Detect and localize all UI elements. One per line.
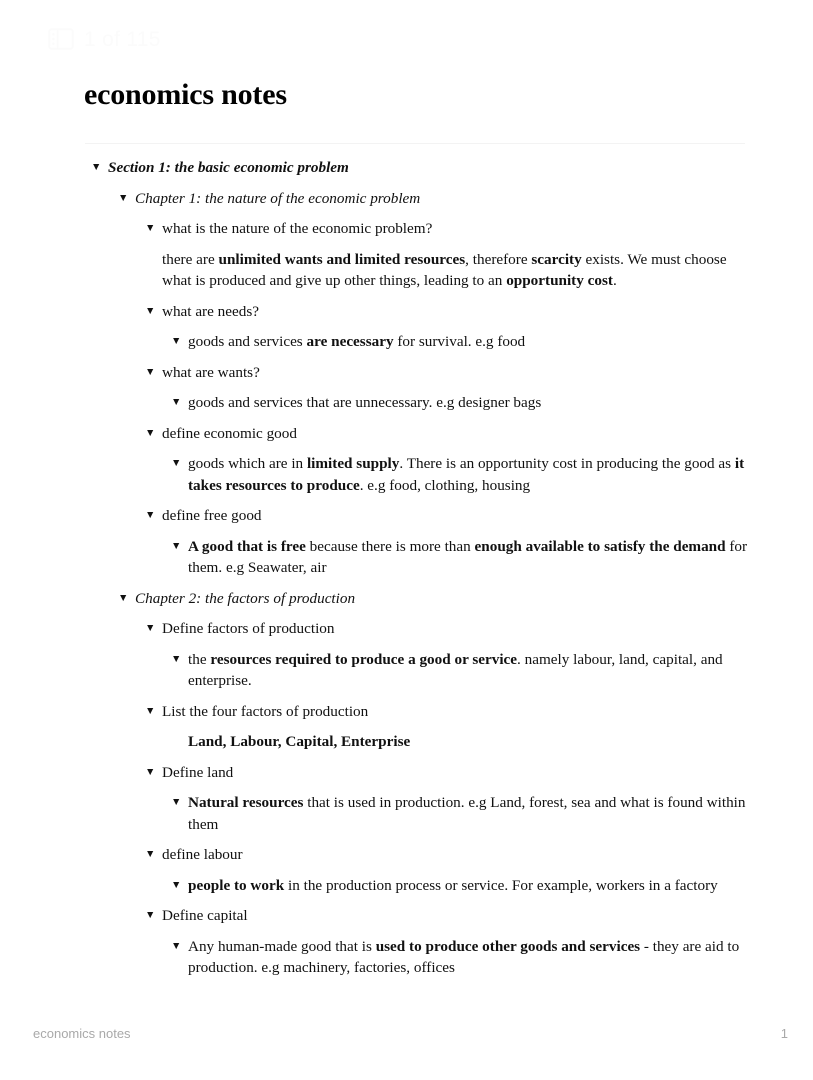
collapse-triangle-icon[interactable]: ▼ — [145, 223, 156, 234]
collapse-triangle-icon[interactable]: ▼ — [145, 705, 156, 717]
outline-row — [0, 453, 813, 496]
outline-row-text: define economic good — [162, 424, 297, 442]
outline-row — [0, 249, 813, 292]
footer-page-number: 1 — [780, 1026, 788, 1041]
outline-row — [0, 392, 813, 414]
outline-row-text: goods which are in limited supply. There is an opportunity cost in producing the good as it takes resources to produce. e.g food, clothing, housing — [188, 455, 745, 494]
collapse-triangle-icon[interactable]: ▼ — [171, 397, 182, 408]
outline-row — [0, 905, 813, 927]
outline-row — [0, 618, 813, 640]
outline-row — [0, 536, 813, 579]
outline-row-text: Natural resources that is used in production. e.g Land, forest, sea and what is found within them — [188, 794, 746, 833]
outline-row-text: Any human-made good that is used to produce other goods and services - they are aid to production. e.g machinery, factories, offices — [188, 937, 740, 976]
collapse-triangle-icon[interactable]: ▼ — [145, 510, 156, 521]
collapse-triangle-icon[interactable]: ▼ — [145, 427, 156, 439]
outline-row — [0, 188, 813, 210]
collapse-triangle-icon[interactable]: ▼ — [171, 940, 182, 952]
outline-row — [0, 875, 813, 897]
document-counter-bar — [48, 22, 161, 56]
outline-row-text: there are unlimited wants and limited resources, therefore scarcity exists. We must choose what is produced and give up other things, leading to an opportunity cost. — [162, 250, 727, 289]
outline-row — [0, 218, 813, 240]
collapse-triangle-icon[interactable]: ▼ — [145, 366, 156, 378]
outline-row — [0, 649, 813, 692]
outline-row-text: goods and services that are unnecessary. e.g designer bags — [188, 394, 542, 411]
page-title: economics notes — [84, 78, 287, 111]
collapse-triangle-icon[interactable]: ▼ — [145, 849, 156, 860]
outline-row — [0, 157, 813, 179]
collapse-triangle-icon[interactable]: ▼ — [91, 162, 102, 173]
outline-row-text: Define land — [162, 763, 234, 781]
outline-row — [0, 844, 813, 866]
outline-row-text: Define capital — [162, 907, 248, 924]
outline-row-text: goods and services are necessary for survival. e.g food — [188, 333, 526, 350]
collapse-triangle-icon[interactable]: ▼ — [171, 797, 182, 808]
outline-body — [0, 157, 813, 979]
outline-row — [0, 731, 813, 753]
outline-row-text: what are wants? — [162, 363, 260, 381]
footer-document-name: economics notes — [33, 1026, 131, 1041]
collapse-triangle-icon[interactable]: ▼ — [171, 540, 182, 552]
title-divider — [85, 143, 745, 144]
outline-row-text: List the four factors of production — [162, 702, 369, 720]
outline-row-text: define free good — [162, 507, 262, 524]
collapse-triangle-icon[interactable]: ▼ — [118, 192, 129, 204]
outline-row — [0, 936, 813, 979]
collapse-triangle-icon[interactable]: ▼ — [171, 879, 182, 891]
book-reader-icon — [48, 27, 74, 51]
outline-row-text: the resources required to produce a good or service. namely labour, land, capital, and enterprise. — [188, 650, 723, 689]
collapse-triangle-icon[interactable]: ▼ — [145, 305, 156, 317]
outline-row — [0, 331, 813, 353]
outline-row — [0, 362, 813, 384]
collapse-triangle-icon[interactable]: ▼ — [118, 592, 129, 604]
outline-row-text: what is the nature of the economic problem? — [162, 220, 433, 237]
outline-row-text: Section 1: the basic economic problem — [108, 159, 349, 176]
page-footer — [0, 1026, 813, 1044]
collapse-triangle-icon[interactable]: ▼ — [145, 910, 156, 921]
collapse-triangle-icon[interactable]: ▼ — [145, 623, 156, 634]
collapse-triangle-icon[interactable]: ▼ — [171, 336, 182, 347]
page-counter-label: 1 of 115 — [84, 27, 161, 51]
collapse-triangle-icon[interactable]: ▼ — [171, 653, 182, 665]
outline-row-text: Land, Labour, Capital, Enterprise — [188, 733, 411, 750]
outline-row-text: Chapter 1: the nature of the economic problem — [135, 189, 421, 207]
outline-row — [0, 701, 813, 723]
collapse-triangle-icon[interactable]: ▼ — [145, 766, 156, 778]
outline-row-text: A good that is free because there is more than enough available to satisfy the demand for them. e.g Seawater, air — [188, 537, 748, 576]
outline-row-text: define labour — [162, 846, 243, 863]
outline-row-text: Define factors of production — [162, 620, 335, 637]
outline-row — [0, 792, 813, 835]
collapse-triangle-icon[interactable]: ▼ — [171, 458, 182, 469]
outline-row-text: people to work in the production process or service. For example, workers in a factory — [188, 876, 718, 894]
outline-row-text: what are needs? — [162, 302, 259, 320]
outline-row — [0, 762, 813, 784]
outline-row — [0, 588, 813, 610]
outline-row-text: Chapter 2: the factors of production — [135, 589, 356, 607]
outline-row — [0, 505, 813, 527]
outline-row — [0, 423, 813, 445]
outline-row — [0, 301, 813, 323]
